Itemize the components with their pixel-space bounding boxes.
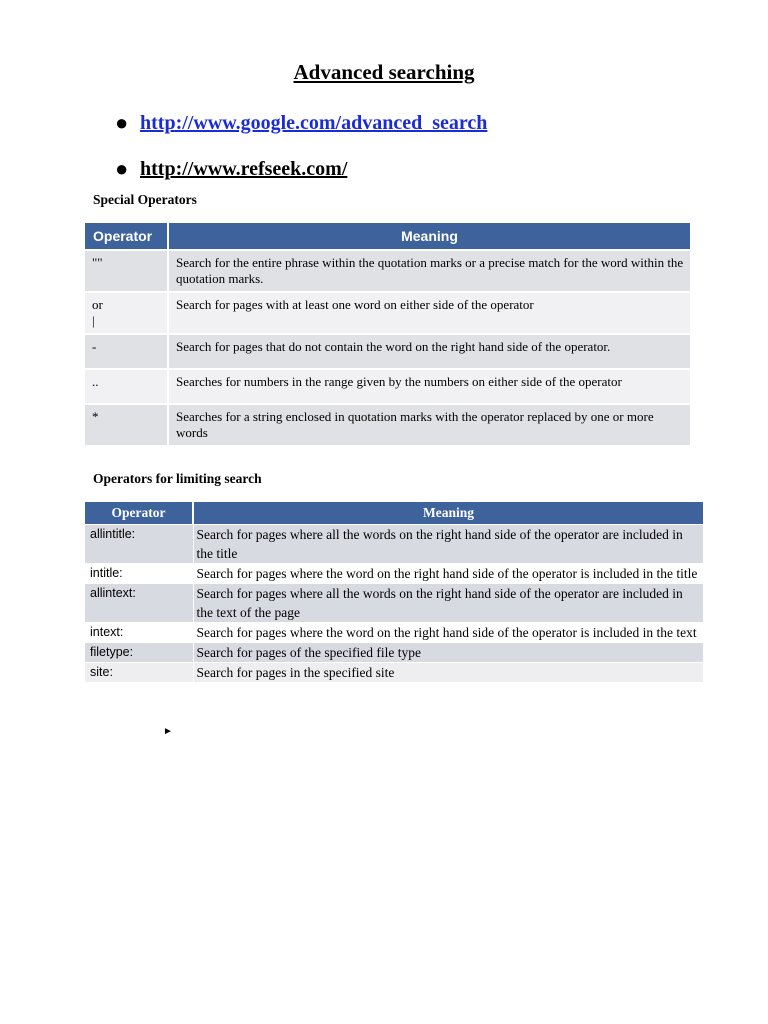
- table-row: [85, 525, 703, 564]
- table-row: [85, 334, 690, 369]
- meaning-cell: Search for pages with at least one word on either side of the operator: [168, 292, 690, 334]
- operator-cell: allintitle:: [85, 525, 193, 564]
- column-header-meaning: Meaning: [168, 223, 690, 250]
- table-row: [85, 292, 690, 334]
- table-header-row: [85, 223, 690, 250]
- meaning-cell: Search for pages of the specified file type: [193, 643, 703, 663]
- column-header-operator: Operator: [85, 223, 168, 250]
- meaning-cell: Search for pages where the word on the right hand side of the operator is included in the text: [193, 623, 703, 643]
- table-row: [85, 404, 690, 445]
- meaning-cell: Search for pages where the word on the right hand side of the operator is included in the title: [193, 564, 703, 584]
- table-row: [85, 369, 690, 404]
- column-header-operator: Operator: [85, 502, 193, 525]
- meaning-cell: Searches for a string enclosed in quotation marks with the operator replaced by one or more words: [168, 404, 690, 445]
- list-item: [115, 100, 487, 146]
- column-header-meaning: Meaning: [193, 502, 703, 525]
- operator-text: or: [92, 297, 103, 312]
- table-row: [85, 250, 690, 292]
- limiting-operators-label: Operators for limiting search: [93, 471, 262, 486]
- operator-cell: [85, 292, 168, 334]
- special-operators-label: Special Operators: [93, 192, 197, 207]
- operator-cell: filetype:: [85, 643, 193, 663]
- link-list: [115, 100, 487, 192]
- page-title: Advanced searching: [293, 60, 475, 84]
- bullet-icon: ●: [115, 110, 129, 135]
- meaning-cell: Search for pages where all the words on the right hand side of the operator are included in the title: [193, 525, 703, 564]
- triangle-marker-icon: ►: [163, 726, 173, 737]
- meaning-cell: Search for pages where all the words on the right hand side of the operator are included in the text of the page: [193, 584, 703, 623]
- table-row: [85, 584, 703, 623]
- meaning-cell: Search for pages in the specified site: [193, 663, 703, 683]
- operator-cell: *: [85, 404, 168, 445]
- meaning-cell: Searches for numbers in the range given by the numbers on either side of the operator: [168, 369, 690, 404]
- operator-cell: intitle:: [85, 564, 193, 584]
- meaning-cell: Search for pages that do not contain the word on the right hand side of the operator.: [168, 334, 690, 369]
- operator-cell: ..: [85, 369, 168, 404]
- operator-cell: "": [85, 250, 168, 292]
- operator-cell: site:: [85, 663, 193, 683]
- operator-cell: intext:: [85, 623, 193, 643]
- special-operators-table: [85, 223, 690, 445]
- meaning-cell: Search for the entire phrase within the quotation marks or a precise match for the word within the quotation marks.: [168, 250, 690, 292]
- operator-cell: allintext:: [85, 584, 193, 623]
- refseek-link[interactable]: http://www.refseek.com/: [140, 157, 348, 180]
- table-row: [85, 663, 703, 683]
- google-advanced-search-link[interactable]: http://www.google.com/advanced_search: [140, 111, 488, 134]
- bullet-icon: ●: [115, 156, 129, 181]
- operator-cell: -: [85, 334, 168, 369]
- operator-text-alt: |: [92, 313, 95, 328]
- table-row: [85, 564, 703, 584]
- table-header-row: [85, 502, 703, 525]
- table-row: [85, 623, 703, 643]
- limiting-operators-table: [85, 502, 703, 682]
- list-item: [115, 146, 487, 192]
- table-row: [85, 643, 703, 663]
